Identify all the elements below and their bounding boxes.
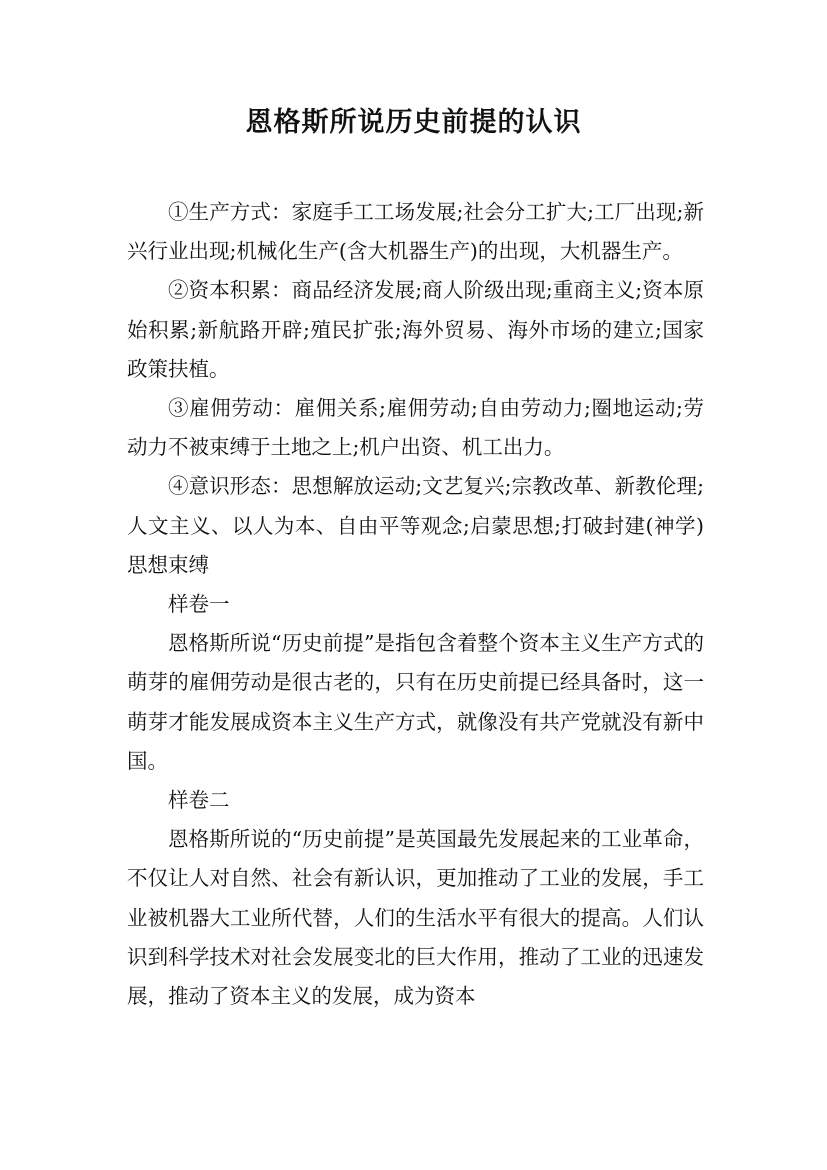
paragraph-wage-labor: ③雇佣劳动：雇佣关系;雇佣劳动;自由劳动力;圈地运动;劳动力不被束缚于土地之上;机户出资、机工出力。 — [127, 396, 704, 460]
sample-one-heading: 样卷一 — [168, 592, 230, 617]
sample-two-heading: 样卷二 — [168, 788, 230, 813]
document-title: 恩格斯所说历史前提的认识 — [245, 107, 582, 138]
sample-one-text: 恩格斯所说“历史前提”是指包含着整个资本主义生产方式的萌芽的雇佣劳动是很古老的，只有在历史前提已经具备时，这一萌芽才能发展成资本主义生产方式，就像没有共产党就没有新中国。 — [127, 631, 704, 773]
paragraph-capital-accumulation: ②资本积累：商品经济发展;商人阶级出现;重商主义;资本原始积累;新航路开辟;殖民扩张;海外贸易、海外市场的建立;国家政策扶植。 — [127, 278, 704, 381]
sample-two-text: 恩格斯所说的“历史前提”是英国最先发展起来的工业革命，不仅让人对自然、社会有新认识，更加推动了工业的发展，手工业被机器大工业所代替，人们的生活水平有很大的提高。人们认识到科学技术对社会发展变北的巨大作用，推动了工业的迅速发展，推动了资本主义的发展，成为资本 — [127, 827, 704, 1009]
paragraph-ideology: ④意识形态：思想解放运动;文艺复兴;宗教改革、新教伦理;人文主义、以人为本、自由平等观念;启蒙思想;打破封建(神学)思想束缚 — [127, 474, 704, 577]
document-body — [127, 193, 704, 1016]
paragraph-production-mode: ①生产方式：家庭手工工场发展;社会分工扩大;工厂出现;新兴行业出现;机械化生产(含大机器生产)的出现，大机器生产。 — [127, 200, 704, 264]
